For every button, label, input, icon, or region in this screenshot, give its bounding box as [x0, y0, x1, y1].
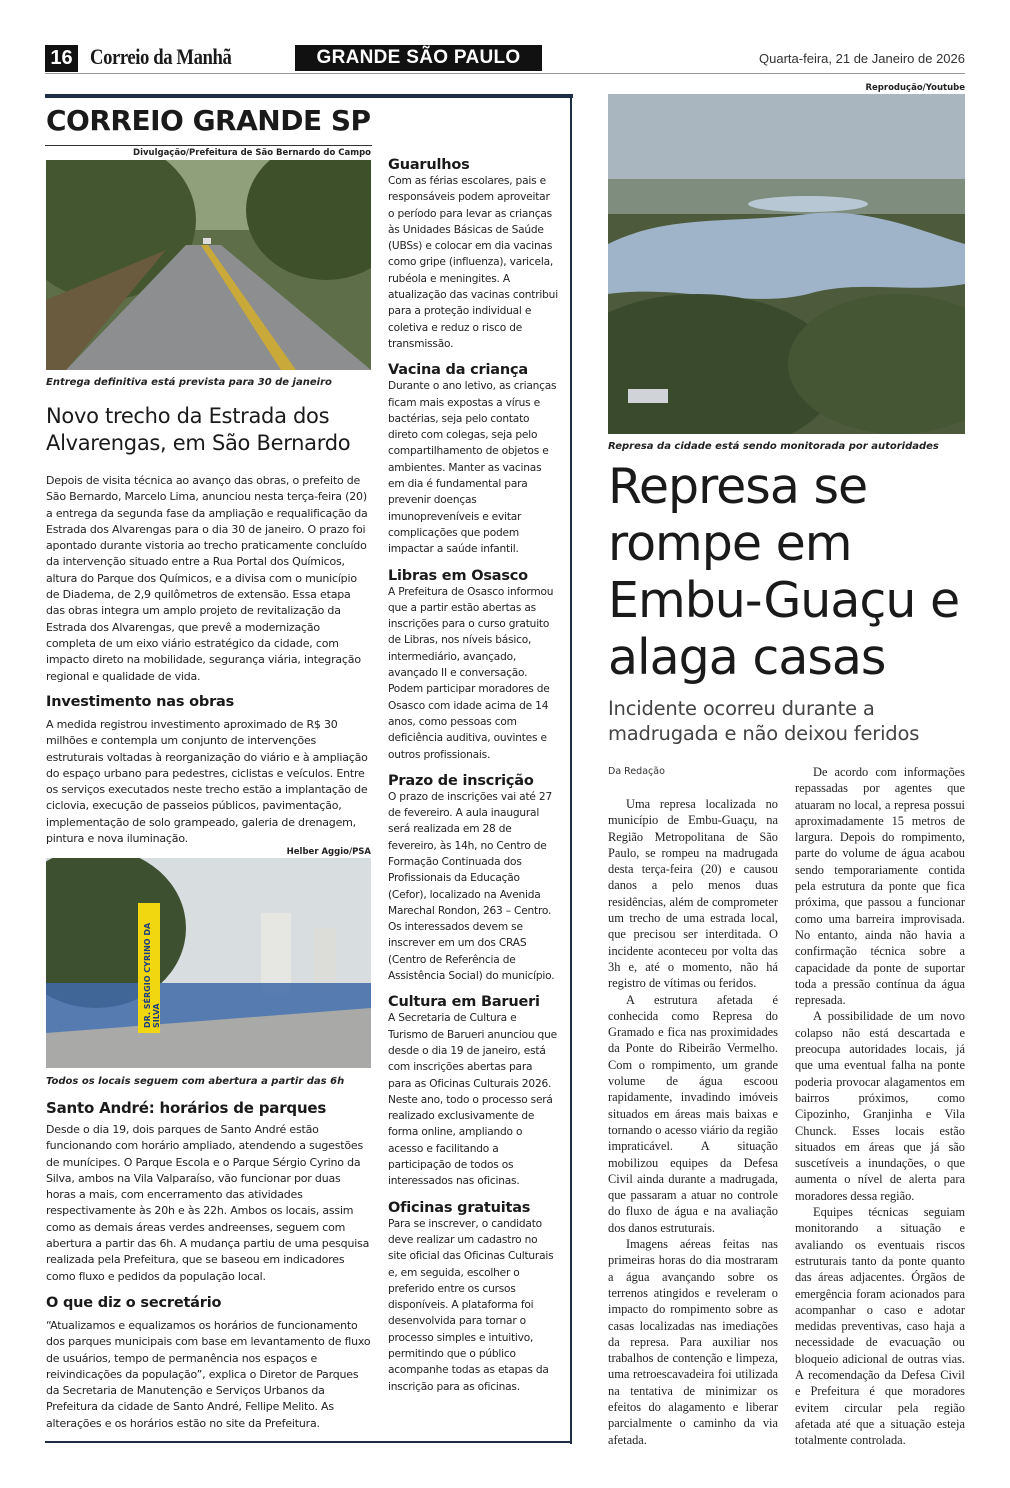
note-text: A Prefeitura de Osasco informou que a partir estão abertas as inscrições para o curso gratuito de Libras, nos níveis básico, intermediário, avançado, avançado II e conversação. Podem participar moradores de Osasco com idade acima de 14 anos, como pessoas com deficiência auditiva, ouvintes e outros profissionais. — [388, 585, 554, 761]
article-body: Desde o dia 19, dois parques de Santo André estão funcionando com horário ampliado, atendendo a sugestões de munícipes. O Parque Escola e o Parque Sérgio Cyrino da Silva, ambos na Vila Valparaíso, vão funcionar por duas horas a mais, com encerramento das atividades respectivamente às 20h e às 22h. Ambos os locais, assim como as demais áreas verdes andreenses, seguem com abertura a partir das 6h. A mudança partiu de uma pesquisa realizada pela Prefeitura, que se baseou em indicadores como fluxo e pedidos da população local. — [46, 1123, 370, 1283]
subheading: Santo André: horários de parques — [46, 1099, 327, 1117]
note-title: Vacina da criança — [388, 362, 528, 379]
paragraph: De acordo com informações repassadas por agentes que atuaram no local, a represa possui aproximadamente 15 metros de largura. Depois do rompimento, parte do volume de água acabou sendo temporariamente contida pela estrutura da ponte que fica próxima, que passou a funcionar como uma barreira improvisada. No entanto, ainda não havia a confirmação técnica sobre a capacidade da ponte de suportar toda a pressão contínua da água represada. — [795, 765, 965, 1008]
photo-caption: Represa da cidade está sendo monitorada por autoridades — [608, 441, 939, 452]
photo-credit: Divulgação/Prefeitura de São Bernardo do Campo — [133, 148, 371, 158]
notes-column — [388, 157, 558, 1395]
note-oficinas — [388, 1200, 558, 1395]
section-bottom-rule — [45, 1441, 572, 1443]
subheading: Investimento nas obras — [46, 694, 235, 710]
subheading: O que diz o secretário — [46, 1295, 222, 1311]
section-top-rule — [45, 94, 573, 98]
article-body: Depois de visita técnica ao avanço das obras, o prefeito de São Bernardo, Marcelo Lima, anunciou nesta terça-feira (20) a entrega da segunda fase da ampliação e requalificação da Estrada dos Alvarengas para o dia 30 de janeiro. O prazo foi apontado durante vistoria ao trecho praticamente concluído da intervenção situado entre a Rua Portal dos Químicos, altura do Parque dos Químicos, e a divisa com o município de Diadema, de 2,9 quilômetros de extensão. Essa etapa das obras integra um amplo projeto de revitalização da Estrada dos Alvarengas, que prevê a modernização completa de um eixo viário estratégico da cidade, com impacto direto na mobilidade, segurança viária, integração regional e qualidade de vida. — [46, 474, 368, 683]
article-headline: Novo trecho da Estrada dos Alvarengas, em São Bernardo — [46, 404, 351, 455]
note-title: Guarulhos — [388, 157, 470, 173]
note-libras — [388, 568, 558, 763]
paragraph: Equipes técnicas seguiam monitorando a situação e avaliando os eventuais riscos estruturais tanto da ponte quanto das áreas adjacentes. Órgãos de emergência foram acionados para acompanhar o caso e adotar medidas preventivas, caso haja a necessidade de evacuação ou bloqueio adicional de outras vias. A recomendação da Defesa Civil e Prefeitura é que moradores evitem circular pela região afetada até que a situação esteja totalmente controlada. — [795, 1205, 965, 1448]
note-vacina — [388, 362, 558, 557]
section-kicker: CORREIO GRANDE SP — [46, 104, 371, 137]
photo-caption: Todos os locais seguem com abertura a partir das 6h — [46, 1076, 345, 1087]
kicker-underline — [45, 145, 372, 146]
article-column-1 — [608, 796, 778, 1448]
main-headline: Represa se rompe em Embu-Guaçu e alaga casas — [608, 458, 960, 686]
note-text: Com as férias escolares, pais e responsáveis podem aproveitar o período para levar as crianças às Unidades Básicas de Saúde (UBSs) e colocar em dia vacinas como gripe (influenza), varicela, rubéola e meningites. A atualização das vacinas contribui para a proteção individual e coletiva e reduz o risco de transmissão. — [388, 175, 558, 350]
page-number: 16 — [45, 45, 78, 72]
park-sign-text: DR. SÉRGIO CYRINO DA SILVA — [143, 922, 161, 1028]
note-text: Durante o ano letivo, as crianças ficam mais expostas a vírus e bactérias, seja pelo contato direto com colegas, seja pelo compartilhamento de objetos e ambientes. Manter as vacinas em dia é fundamental para prevenir doenças imunopreveníveis e evitar complicações que podem impactar a saúde infantil. — [388, 380, 557, 556]
paragraph: A possibilidade de um novo colapso não está descartada e preocupa autoridades locais, já que uma eventual falha na ponte poderia provocar alagamentos em bairros próximos, como Cipozinho, Granjinha e Vila Chunck. Esses locais estão situados em áreas que já são suscetíveis a inundações, o que aumenta o nível de alerta para moradores dessa região. — [795, 1009, 965, 1203]
note-title: Oficinas gratuitas — [388, 1199, 531, 1216]
photo-credit: Reprodução/Youtube — [865, 83, 965, 93]
note-guarulhos — [388, 157, 558, 352]
paragraph: A estrutura afetada é conhecida como Represa do Gramado e fica nas proximidades da Ponte do Ribeirão Vermelho. Com o rompimento, um grande volume de água escoou rapidamente, invadindo imóveis situados em áreas mais baixas e tornando o acesso viário da região impraticável. A situação mobilizou equipes da Defesa Civil ainda durante a madrugada, que passaram a atuar no controle do fluxo de água e na avaliação dos danos estruturais. — [608, 992, 778, 1235]
article-body: “Atualizamos e equalizamos os horários de funcionamento dos parques municipais com base em levantamento de fluxo de usuários, tempo de permanência nos espaços e reivindicações da população”, explica o Diretor de Parques da Secretaria de Manutenção e Serviços Urbanos da Prefeitura da cidade de Santo André, Fellipe Melito. As alterações e os horários estão no site da Prefeitura. — [46, 1319, 371, 1430]
article-body: A medida registrou investimento aproximado de R$ 30 milhões e contempla um conjunto de intervenções estruturais voltadas à reorganização do viário e à ampliação do espaço urbano para pedestres, ciclistas e veículos. Entre os serviços executados neste trecho estão a implantação de ciclovia, execução de passeios públicos, pavimentação, implementação de solo grampeado, galeria de drenagem, pintura e nova iluminação. — [46, 718, 368, 846]
paragraph: Imagens aéreas feitas nas primeiras horas do dia mostraram a água avançando sobre os terrenos atingidos e reveleram o impacto do rompimento sobre as casas localizadas nas imediações da represa. Para auxiliar nos trabalhos de contenção e limpeza, uma retroescavadeira foi utilizada na tentativa de minimizar os efeitos do alagamento e liberar parcialmente o caminho da via afetada. — [608, 1237, 778, 1447]
photo-caption: Entrega definitiva está prevista para 30 de janeiro — [46, 377, 332, 388]
park-photo — [46, 858, 371, 1068]
paragraph: Uma represa localizada no município de Embu-Guaçu, na Região Metropolitana de São Paulo, se rompeu na madrugada desta terça-feira (20) e causou danos a pelo menos duas residências, além de comprometer um trecho de uma estrada local, que precisou ser interditada. O incidente aconteceu por volta das 3h e, até o momento, não há registro de vítimas ou feridos. — [608, 797, 778, 991]
article-column-2 — [795, 764, 965, 1448]
header-divider — [45, 73, 965, 74]
headline-deck: Incidente ocorreu durante a madrugada e não deixou feridos — [608, 697, 920, 745]
section-vertical-rule — [570, 94, 572, 1444]
note-prazo — [388, 773, 558, 985]
note-text: A Secretaria de Cultura e Turismo de Barueri anunciou que desde o dia 19 de janeiro, está com inscrições abertas para para as Oficinas Culturais 2026. Neste ano, todo o processo será realizado exclusivamente de forma online, ampliando o acesso e facilitando a participação de todos os interessados nas oficinas. — [388, 1012, 557, 1188]
newspaper-logo: Correio da Manhã — [90, 44, 232, 69]
note-title: Prazo de inscrição — [388, 772, 534, 789]
reservoir-photo — [608, 94, 965, 434]
road-photo — [46, 160, 371, 370]
note-title: Libras em Osasco — [388, 567, 528, 584]
note-title: Cultura em Barueri — [388, 994, 540, 1011]
section-label: GRANDE SÃO PAULO — [295, 45, 542, 71]
note-cultura — [388, 994, 558, 1189]
photo-credit: Helber Aggio/PSA — [286, 847, 371, 857]
note-text: Para se inscrever, o candidato deve realizar um cadastro no site oficial das Oficinas Culturais e, em seguida, escolher o preferido entre os cursos disponíveis. A plataforma foi desenvolvida para tornar o processo simples e intuitivo, permitindo que o público acompanhe todas as etapas da inscrição para as oficinas. — [388, 1217, 554, 1393]
issue-date: Quarta-feira, 21 de Janeiro de 2026 — [759, 51, 965, 66]
note-text: O prazo de inscrições vai até 27 de fevereiro. A aula inaugural será realizada em 28 de fevereiro, às 14h, no Centro de Formação Continuada dos Profissionais da Educação (Cefor), localizado na Avenida Marechal Rondon, 263 – Centro. Os interessados devem se inscrever em um dos CRAS (Centro de Referência de Assistência Social) do município. — [388, 790, 555, 983]
byline: Da Redação — [608, 766, 665, 777]
